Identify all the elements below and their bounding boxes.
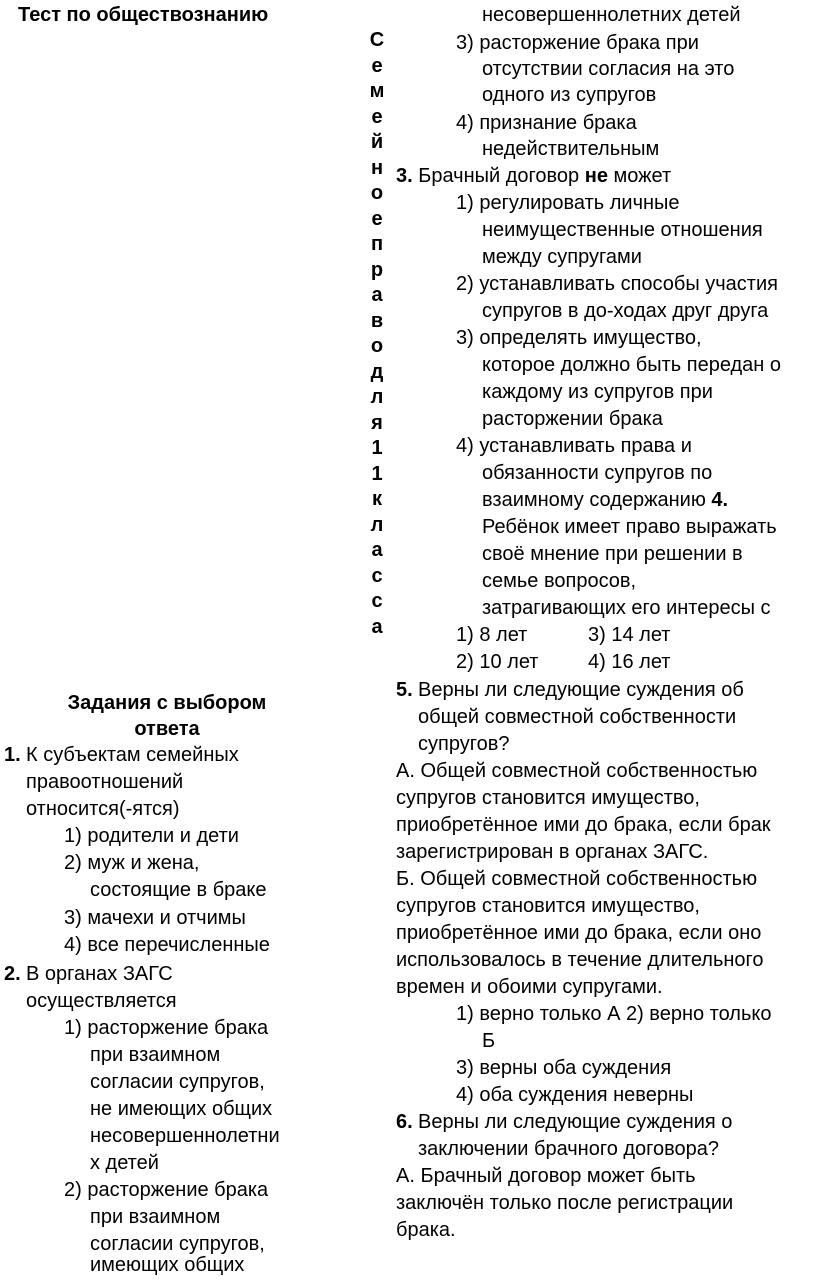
q3-option-cont: которое должно быть передан о xyxy=(482,354,782,376)
q5-option: 1) верно только А 2) верно только xyxy=(456,1003,772,1025)
q4-option: 1) 8 лет xyxy=(456,624,528,646)
q3-option-cont: каждому из супругов при xyxy=(482,381,713,403)
q1-option: 1) родители и дети xyxy=(64,825,239,847)
q4-question-line: Ребёнок имеет право выражать xyxy=(482,516,777,538)
q5-statement-b: приобретённое ими до брака, если оно xyxy=(396,922,762,944)
q2-option: 1) расторжение брака xyxy=(64,1017,269,1039)
q2-option-cont: не имеющих общих xyxy=(90,1098,273,1120)
q5-statement-b: времен и обоими супругами. xyxy=(396,976,663,998)
q4-number: 4. xyxy=(711,489,729,511)
vertical-title xyxy=(364,28,390,640)
q2-option-cont: несовершеннолетних детей xyxy=(482,4,741,26)
q3-question-pre: Брачный договор xyxy=(418,165,580,187)
vertical-title-letter: в xyxy=(370,309,384,332)
q2-number: 2. xyxy=(4,963,21,985)
q2-option: 4) признание брака xyxy=(456,112,637,134)
vertical-title-letter: л xyxy=(370,513,384,536)
vertical-title-letter: я xyxy=(371,411,383,434)
vertical-title-letter: н xyxy=(370,156,384,179)
q1-option: 3) мачехи и отчимы xyxy=(64,907,246,929)
q6-statement-a: А. Брачный договор может быть xyxy=(396,1165,696,1187)
q5-question-line: общей совместной собственности xyxy=(418,706,737,728)
q2-option: 2) расторжение брака xyxy=(64,1179,269,1201)
vertical-title-letter: а xyxy=(371,615,383,638)
q3-option-cont: неимущественные отношения xyxy=(482,219,763,241)
q1-number: 1. xyxy=(4,744,21,766)
q1-question-line: правоотношений xyxy=(26,771,184,793)
q5-statement-b: супругов становится имущество, xyxy=(396,895,700,917)
q2-question-line: В органах ЗАГС xyxy=(26,963,173,985)
q5-statement-a: зарегистрирован в органах ЗАГС. xyxy=(396,841,709,863)
page-title: Тест по обществознанию xyxy=(18,4,269,26)
q2-option-cont: согласии супругов, xyxy=(90,1233,265,1255)
vertical-title-letter: й xyxy=(370,131,384,153)
q2-option-cont: имеющих общих xyxy=(90,1254,245,1276)
q2-question-line: осуществляется xyxy=(26,990,177,1012)
vertical-title-letter: а xyxy=(371,539,383,561)
vertical-title-letter: п xyxy=(370,233,384,255)
vertical-title-letter: е xyxy=(371,54,383,77)
q6-statement-a: брака. xyxy=(396,1219,456,1241)
q6-question-line: Верны ли следующие суждения о xyxy=(418,1111,733,1133)
q3-option-cont: между супругами xyxy=(482,246,642,268)
vertical-title-letter: е xyxy=(371,207,383,230)
q3-question xyxy=(396,163,671,190)
vertical-title-letter: к xyxy=(371,488,382,510)
q4-question-line: своё мнение при решении в xyxy=(482,543,743,565)
q6-number: 6. xyxy=(396,1111,413,1133)
vertical-title-letter: с xyxy=(371,590,383,612)
q3-number: 3. xyxy=(396,165,413,187)
q5-question-line: супругов? xyxy=(418,733,510,755)
vertical-title-letter: л xyxy=(370,386,384,408)
q1-option-cont: состоящие в браке xyxy=(90,879,267,901)
q2-option: 3) расторжение брака при xyxy=(456,32,699,54)
q3-option: 3) определять имущество, xyxy=(456,327,702,349)
q5-option-cont: Б xyxy=(482,1030,496,1052)
vertical-title-letter: с xyxy=(371,564,383,587)
vertical-title-letter: м xyxy=(369,80,385,102)
q5-statement-b: Б. Общей совместной собственностью xyxy=(396,868,758,890)
q2-option-cont: одного из супругов xyxy=(482,84,657,106)
section-heading-line2: ответа xyxy=(134,718,200,740)
q1-question-line: К субъектам семейных xyxy=(26,744,239,766)
q2-option-cont: недействительным xyxy=(482,138,660,160)
q3-question-bold: не xyxy=(584,165,608,187)
q5-question-line: Верны ли следующие суждения об xyxy=(418,679,744,701)
q2-option-cont: при взаимном xyxy=(90,1044,221,1066)
q5-option: 3) верны оба суждения xyxy=(456,1057,672,1079)
q3-option: 4) устанавливать права и xyxy=(456,435,692,457)
vertical-title-letter: е xyxy=(371,105,383,128)
q1-option: 4) все перечисленные xyxy=(64,934,270,956)
vertical-title-letter: а xyxy=(371,284,383,306)
q3-option: 1) регулировать личные xyxy=(456,192,680,214)
vertical-title-letter: о xyxy=(370,335,384,357)
q2-option-cont: при взаимном xyxy=(90,1206,221,1228)
q3-option-cont xyxy=(482,487,728,514)
q3-option-cont: супругов в до-ходах друг друга xyxy=(482,300,769,322)
q1-option: 2) муж и жена, xyxy=(64,852,200,874)
q2-option-cont: согласии супругов, xyxy=(90,1071,265,1093)
section-heading-line1: Задания с выбором xyxy=(67,692,267,714)
q5-statement-a: А. Общей совместной собственностью xyxy=(396,760,758,782)
vertical-title-letter: С xyxy=(369,29,385,51)
q4-option: 4) 16 лет xyxy=(588,651,671,673)
q5-statement-a: супругов становится имущество, xyxy=(396,787,700,809)
q4-question-line: семье вопросов, xyxy=(482,570,637,592)
q5-number: 5. xyxy=(396,679,413,701)
vertical-title-letter: д xyxy=(370,360,384,383)
q3-option: 2) устанавливать способы участия xyxy=(456,273,778,295)
vertical-title-letter: 1 xyxy=(371,462,383,485)
q4-option: 2) 10 лет xyxy=(456,651,539,673)
q3-question-post: может xyxy=(613,165,672,187)
q6-statement-a: заключён только после регистрации xyxy=(396,1192,734,1214)
q2-option-cont: отсутствии согласия на это xyxy=(482,58,735,80)
q3-option-text: взаимному содержанию xyxy=(482,489,706,511)
q2-option-cont: несовершеннолетни xyxy=(90,1125,280,1147)
q3-option-cont: расторжении брака xyxy=(482,408,663,430)
q4-question-line: затрагивающих его интересы с xyxy=(482,597,771,619)
q5-option: 4) оба суждения неверны xyxy=(456,1084,694,1106)
q6-question-line: заключении брачного договора? xyxy=(418,1138,720,1160)
q1-question-line: относится(-ятся) xyxy=(26,798,180,820)
q2-option-cont: х детей xyxy=(90,1152,159,1174)
q5-statement-a: приобретённое ими до брака, если брак xyxy=(396,814,771,836)
vertical-title-letter: 1 xyxy=(371,437,383,459)
q4-option: 3) 14 лет xyxy=(588,624,671,646)
q3-option-cont: обязанности супругов по xyxy=(482,462,713,484)
vertical-title-letter: о xyxy=(370,182,384,204)
q5-statement-b: использовалось в течение длительного xyxy=(396,949,764,971)
vertical-title-letter: р xyxy=(370,258,384,281)
